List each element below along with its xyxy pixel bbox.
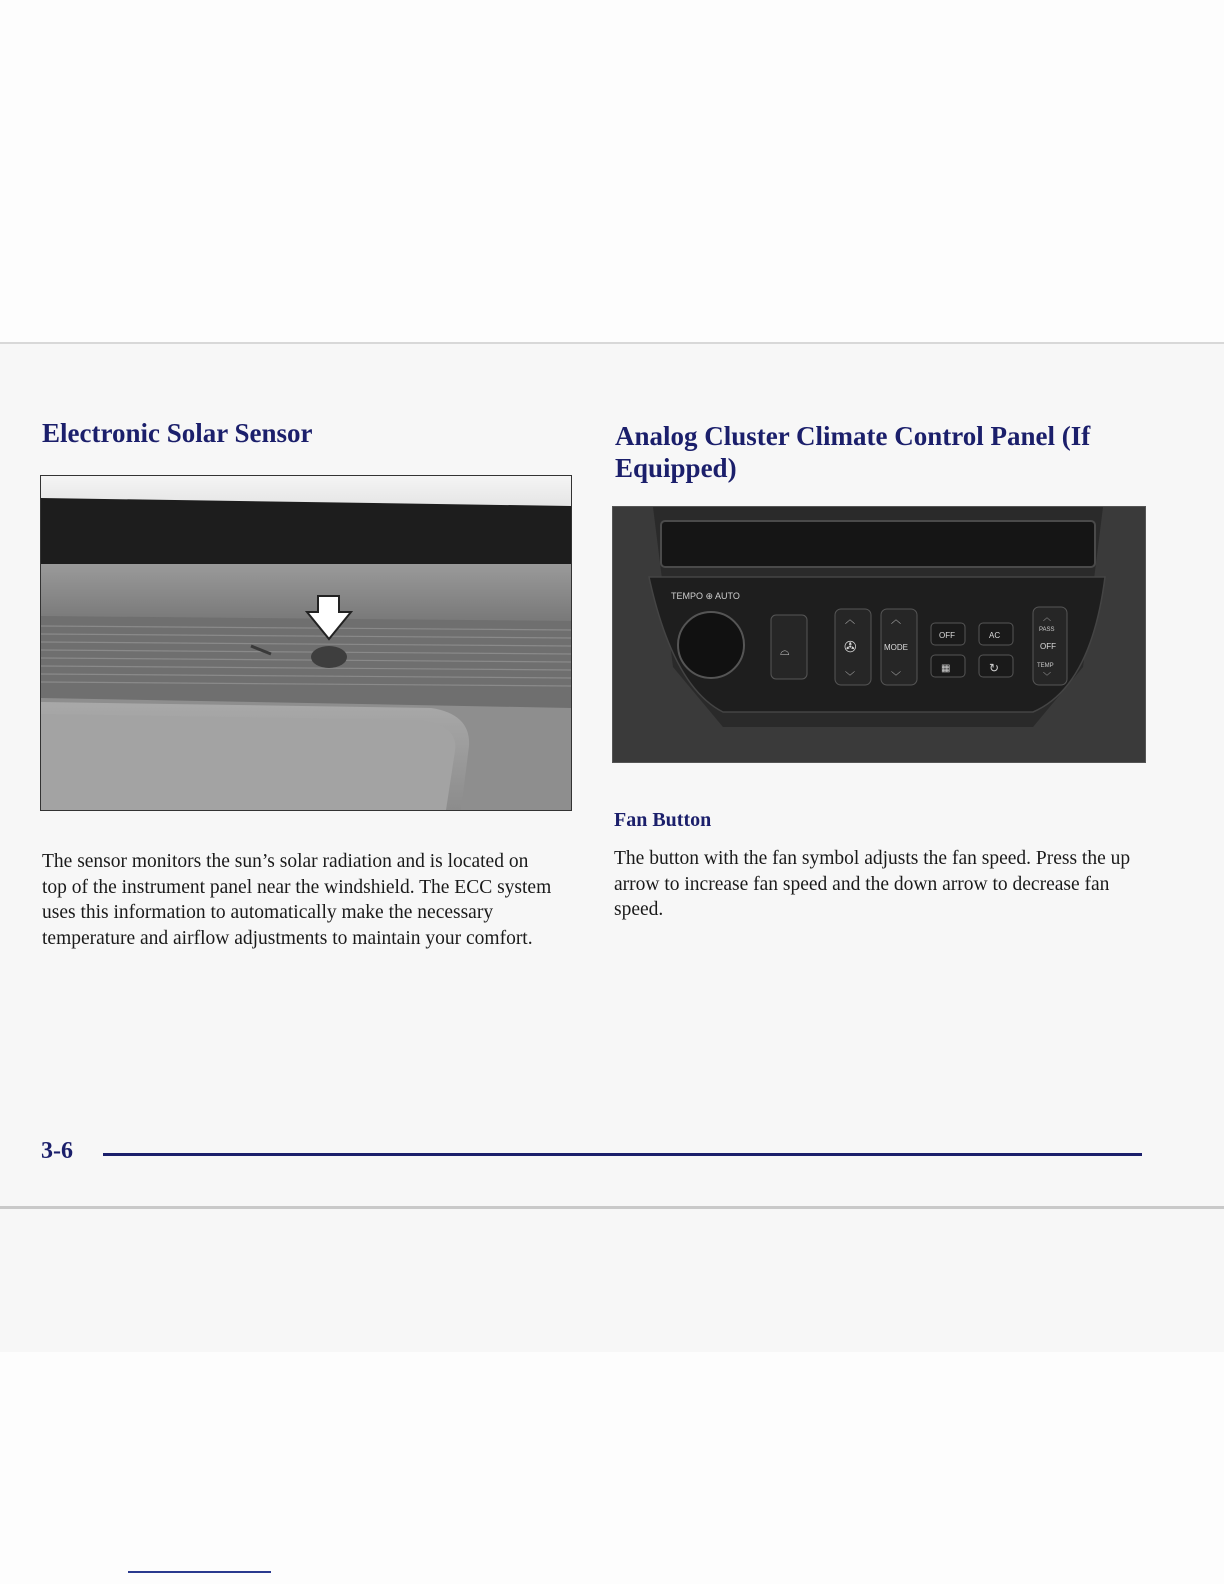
tempo-auto-label: TEMPO ⊕ AUTO xyxy=(671,591,740,601)
fan-down-arrow-icon: ﹀ xyxy=(845,672,855,683)
mode-down-arrow-icon: ﹀ xyxy=(891,672,901,683)
solar-sensor-photo xyxy=(40,475,572,811)
mode-up-arrow-icon: ︿ xyxy=(891,615,901,626)
off-label: OFF xyxy=(939,631,955,640)
temperature-knob xyxy=(678,612,744,678)
fan-up-arrow-icon: ︿ xyxy=(845,615,855,626)
solar-sensor-description: The sensor monitors the sun’s solar radiation and is located on top of the instrument panel near the windshield. The ECC system uses this information to automatically make the necessary temperature and airflow adjustments to maintain your comfort. xyxy=(42,851,552,949)
pass-up-arrow-icon: ︿ xyxy=(1043,613,1051,622)
ac-label: AC xyxy=(989,631,1001,640)
fan-icon: ✇ xyxy=(844,639,857,656)
footer-rule xyxy=(103,1153,1142,1156)
band-top-edge xyxy=(0,342,1224,344)
recirculation-icon: ↻ xyxy=(989,661,1000,675)
page-number: 3-6 xyxy=(41,1138,73,1164)
solar-sensor-heading: Electronic Solar Sensor xyxy=(42,418,313,448)
climate-panel-heading: Analog Cluster Climate Control Panel (If Equipped) xyxy=(615,421,1091,483)
bottom-link-underline xyxy=(128,1571,271,1573)
sensor-dome-icon xyxy=(311,646,347,668)
pass-label: PASS xyxy=(1039,627,1055,633)
fan-button-heading: Fan Button xyxy=(614,809,712,831)
defrost-icon: ⌓ xyxy=(780,644,790,658)
temp-label: TEMP xyxy=(1037,663,1054,669)
mode-label: MODE xyxy=(884,643,908,652)
rear-defrost-icon: ▦ xyxy=(941,663,951,674)
climate-panel-photo xyxy=(612,506,1146,763)
fan-button-description: The button with the fan symbol adjusts the fan speed. Press the up arrow to increase fan speed and the down arrow to decrease fan speed. xyxy=(614,848,1131,920)
pass-down-arrow-icon: ﹀ xyxy=(1043,672,1051,681)
band-bottom-edge xyxy=(0,1206,1224,1209)
pass-off-label: OFF xyxy=(1040,642,1056,651)
